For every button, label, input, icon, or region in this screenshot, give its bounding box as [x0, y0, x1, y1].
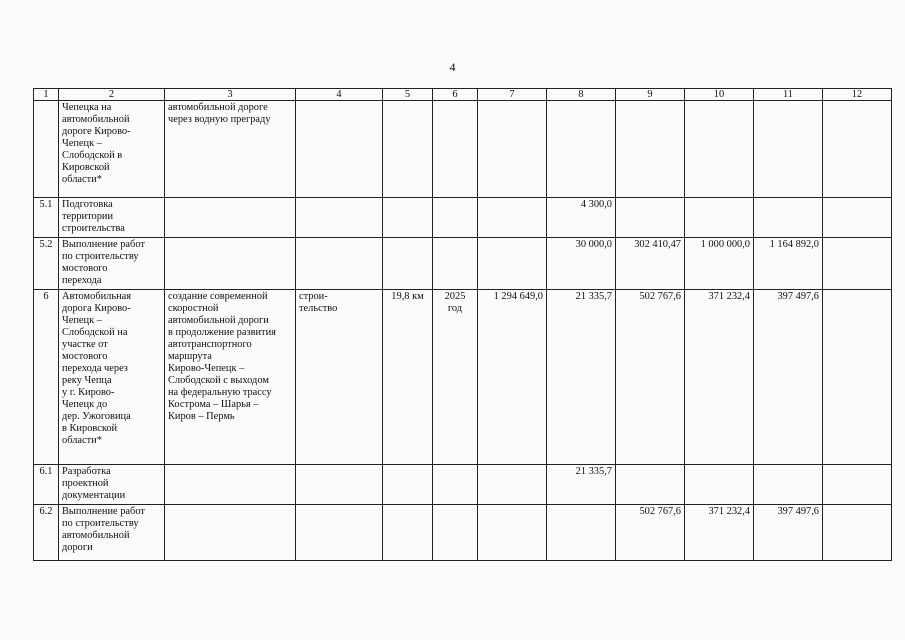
- total-cost: 1 294 649,0: [478, 290, 547, 465]
- projects-table: [33, 88, 892, 561]
- column-header: 3: [165, 89, 296, 101]
- object-name: Выполнение работ по строительству автомобильной дороги: [59, 505, 165, 561]
- column-header: 10: [685, 89, 754, 101]
- table-row: [34, 465, 892, 505]
- object-name: Выполнение работ по строительству мостового перехода: [59, 238, 165, 290]
- page-number: 4: [449, 60, 456, 74]
- column-header: 9: [616, 89, 685, 101]
- row-number: 5.1: [34, 198, 59, 238]
- object-purpose: [165, 198, 296, 238]
- amount-col11: [754, 198, 823, 238]
- amount-col8: 21 335,7: [547, 465, 616, 505]
- header-row: [34, 89, 892, 101]
- amount-col10: 371 232,4: [685, 505, 754, 561]
- amount-col12: [823, 238, 892, 290]
- amount-col8: [547, 505, 616, 561]
- column-header: 11: [754, 89, 823, 101]
- completion-year: [433, 101, 478, 198]
- column-header: 7: [478, 89, 547, 101]
- amount-col8: 30 000,0: [547, 238, 616, 290]
- completion-year: [433, 465, 478, 505]
- total-cost: [478, 505, 547, 561]
- amount-col10: [685, 101, 754, 198]
- row-number: 6.1: [34, 465, 59, 505]
- table-row: [34, 238, 892, 290]
- amount-col12: [823, 505, 892, 561]
- capacity: 19,8 км: [383, 290, 433, 465]
- amount-col12: [823, 198, 892, 238]
- column-header: 6: [433, 89, 478, 101]
- amount-col11: 1 164 892,0: [754, 238, 823, 290]
- amount-col10: 1 000 000,0: [685, 238, 754, 290]
- object-purpose: [165, 465, 296, 505]
- capacity: [383, 101, 433, 198]
- total-cost: [478, 238, 547, 290]
- total-cost: [478, 465, 547, 505]
- work-type: строи- тельство: [296, 290, 383, 465]
- capacity: [383, 198, 433, 238]
- object-purpose: создание современной скоростной автомобильной дороги в продолжение развития автотранспортного маршрута Кирово-Чепецк – Слободской с выходом на федеральную трассу Кострома – Шарья – Киров – Пермь: [165, 290, 296, 465]
- capacity: [383, 505, 433, 561]
- column-header: 5: [383, 89, 433, 101]
- amount-col8: 21 335,7: [547, 290, 616, 465]
- object-purpose: автомобильной дороге через водную преграду: [165, 101, 296, 198]
- total-cost: [478, 198, 547, 238]
- completion-year: [433, 198, 478, 238]
- work-type: [296, 198, 383, 238]
- column-header: 8: [547, 89, 616, 101]
- column-header: 12: [823, 89, 892, 101]
- amount-col10: [685, 465, 754, 505]
- object-purpose: [165, 505, 296, 561]
- amount-col12: [823, 290, 892, 465]
- column-header: 1: [34, 89, 59, 101]
- object-purpose: [165, 238, 296, 290]
- amount-col11: 397 497,6: [754, 505, 823, 561]
- column-header: 2: [59, 89, 165, 101]
- column-header: 4: [296, 89, 383, 101]
- amount-col11: [754, 101, 823, 198]
- amount-col10: 371 232,4: [685, 290, 754, 465]
- row-number: 6: [34, 290, 59, 465]
- table-row: [34, 505, 892, 561]
- amount-col12: [823, 101, 892, 198]
- work-type: [296, 238, 383, 290]
- total-cost: [478, 101, 547, 198]
- amount-col12: [823, 465, 892, 505]
- work-type: [296, 101, 383, 198]
- amount-col9: 502 767,6: [616, 290, 685, 465]
- amount-col9: [616, 465, 685, 505]
- object-name: Чепецка на автомобильной дороге Кирово- Чепецк – Слободской в Кировской области*: [59, 101, 165, 198]
- work-type: [296, 465, 383, 505]
- amount-col9: [616, 198, 685, 238]
- amount-col9: [616, 101, 685, 198]
- completion-year: [433, 505, 478, 561]
- row-number: [34, 101, 59, 198]
- amount-col10: [685, 198, 754, 238]
- completion-year: 2025 год: [433, 290, 478, 465]
- row-number: 6.2: [34, 505, 59, 561]
- object-name: Разработка проектной документации: [59, 465, 165, 505]
- table-row: [34, 198, 892, 238]
- amount-col9: 502 767,6: [616, 505, 685, 561]
- amount-col8: [547, 101, 616, 198]
- amount-col8: 4 300,0: [547, 198, 616, 238]
- amount-col11: [754, 465, 823, 505]
- object-name: Автомобильная дорога Кирово- Чепецк – Слободской на участке от мостового перехода через реку Чепца у г. Кирово- Чепецк до дер. Ужоговица в Кировской области*: [59, 290, 165, 465]
- object-name: Подготовка территории строительства: [59, 198, 165, 238]
- capacity: [383, 465, 433, 505]
- row-number: 5.2: [34, 238, 59, 290]
- amount-col9: 302 410,47: [616, 238, 685, 290]
- amount-col11: 397 497,6: [754, 290, 823, 465]
- capacity: [383, 238, 433, 290]
- work-type: [296, 505, 383, 561]
- table-row: [34, 290, 892, 465]
- completion-year: [433, 238, 478, 290]
- table-row: [34, 101, 892, 198]
